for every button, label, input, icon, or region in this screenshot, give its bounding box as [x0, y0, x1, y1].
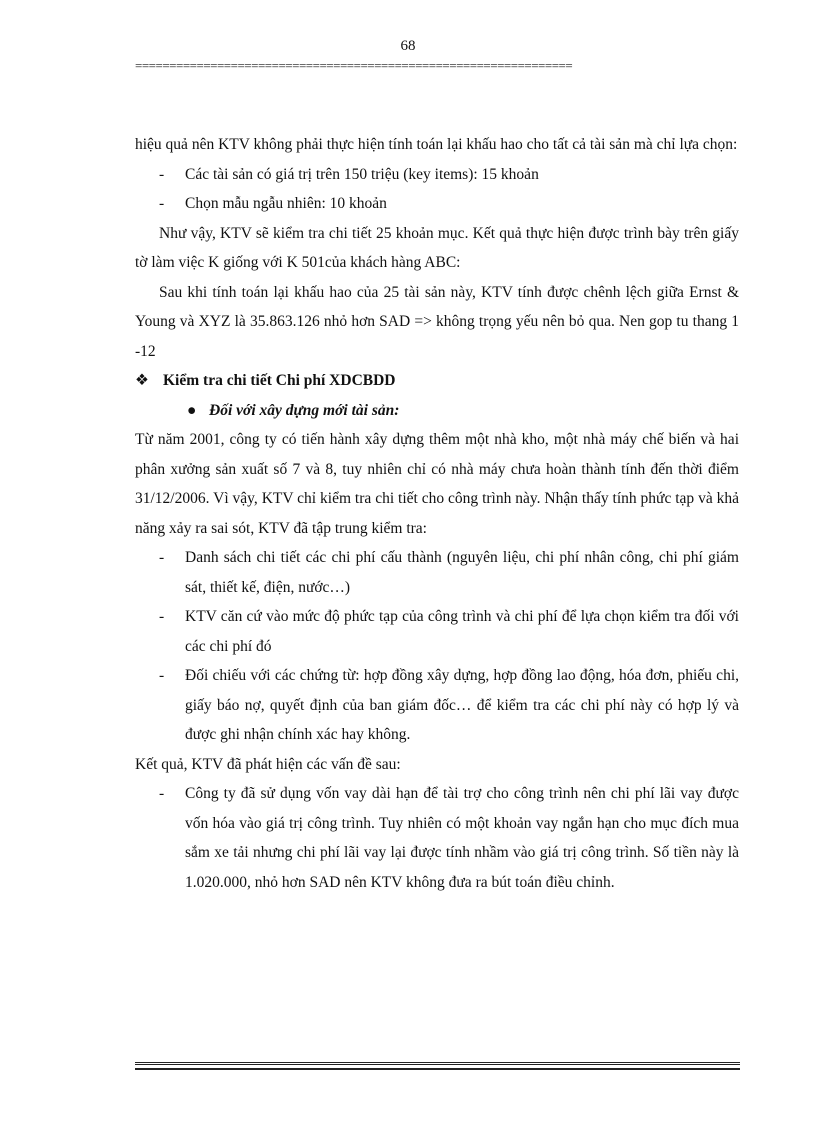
header-rule: ================================================================ [135, 58, 573, 73]
footer-rule [135, 1062, 740, 1070]
dash-marker: - [159, 785, 165, 802]
dash-marker: - [159, 667, 165, 684]
dash-list-item [135, 160, 739, 190]
dash-list-item [135, 661, 739, 750]
document-body [135, 130, 739, 897]
list-item-text: Chọn mẫu ngẫu nhiên: 10 khoản [185, 195, 387, 212]
dash-marker: - [159, 608, 165, 625]
dash-marker: - [159, 195, 165, 212]
dash-marker: - [159, 549, 165, 566]
dash-marker: - [159, 165, 165, 183]
paragraph: Kết quả, KTV đã phát hiện các vấn đề sau: [135, 755, 401, 773]
dash-list-item [135, 189, 739, 219]
list-item-text: Danh sách chi tiết các chi phí cấu thành (nguyên liệu, chi phí nhân công, chi phí giám sát, thiết kế, điện, nước…) [185, 549, 739, 596]
list-item-text: Các tài sản có giá trị trên 150 triệu (key items): 15 khoản [185, 165, 539, 183]
subsection-heading-text: Đối với xây dựng mới tài sản: [209, 401, 400, 419]
paragraph: hiệu quả nên KTV không phải thực hiện tính toán lại khấu hao cho tất cả tài sản mà chỉ lựa chọn: [135, 136, 738, 153]
list-item-text: KTV căn cứ vào mức độ phức tạp của công trình và chi phí để lựa chọn kiểm tra đối với các chi phí đó [185, 608, 739, 655]
paragraph: Từ năm 2001, công ty có tiến hành xây dựng thêm một nhà kho, một nhà máy chế biến và hai phân xưởng sản xuất số 7 và 8, tuy nhiên chỉ có nhà máy chưa hoàn thành tính đến thời điểm 31/12/2006. Vì vậy, KTV chỉ kiểm tra chi tiết cho công trình này. Nhận thấy tính phức tạp và khả năng xảy ra sai sót, KTV đã tập trung kiểm tra: [135, 431, 739, 537]
dash-list-item [135, 779, 739, 897]
subsection-heading [135, 396, 739, 426]
list-item-text: Công ty đã sử dụng vốn vay dài hạn để tài trợ cho công trình nên chi phí lãi vay được vốn hóa vào giá trị công trình. Tuy nhiên có một khoản vay ngắn hạn cho mục đích mua sắm xe tải nhưng chi phí lãi vay lại được tính nhầm vào giá trị công trình. Số tiền này là 1.020.000, nhỏ hơn SAD nên KTV không đưa ra bút toán điều chỉnh. [185, 785, 739, 891]
paragraph: Như vậy, KTV sẽ kiểm tra chi tiết 25 khoản mục. Kết quả thực hiện được trình bày trên giấy tờ làm việc K giống với K 501của khách hàng ABC: [135, 224, 739, 271]
list-item-text: Đối chiếu với các chứng từ: hợp đồng xây dựng, hợp đồng lao động, hóa đơn, phiếu chi, giấy báo nợ, quyết định của ban giám đốc… để kiểm tra các chi phí này có hợp lý và được ghi nhận chính xác hay không. [185, 667, 739, 743]
page-number: 68 [400, 38, 416, 54]
round-bullet-icon: ● [187, 401, 197, 419]
dash-list-item [135, 602, 739, 661]
section-heading-text: Kiểm tra chi tiết Chi phí XDCBDD [163, 372, 396, 389]
dash-list-item [135, 543, 739, 602]
section-heading [135, 366, 739, 396]
diamond-bullet-icon: ❖ [135, 372, 149, 389]
paragraph: Sau khi tính toán lại khấu hao của 25 tài sản này, KTV tính được chênh lệch giữa Ernst & Young và XYZ là 35.863.126 nhỏ hơn SAD => không trọng yếu nên bỏ qua. Nen gop tu thang 1 -12 [135, 283, 739, 360]
